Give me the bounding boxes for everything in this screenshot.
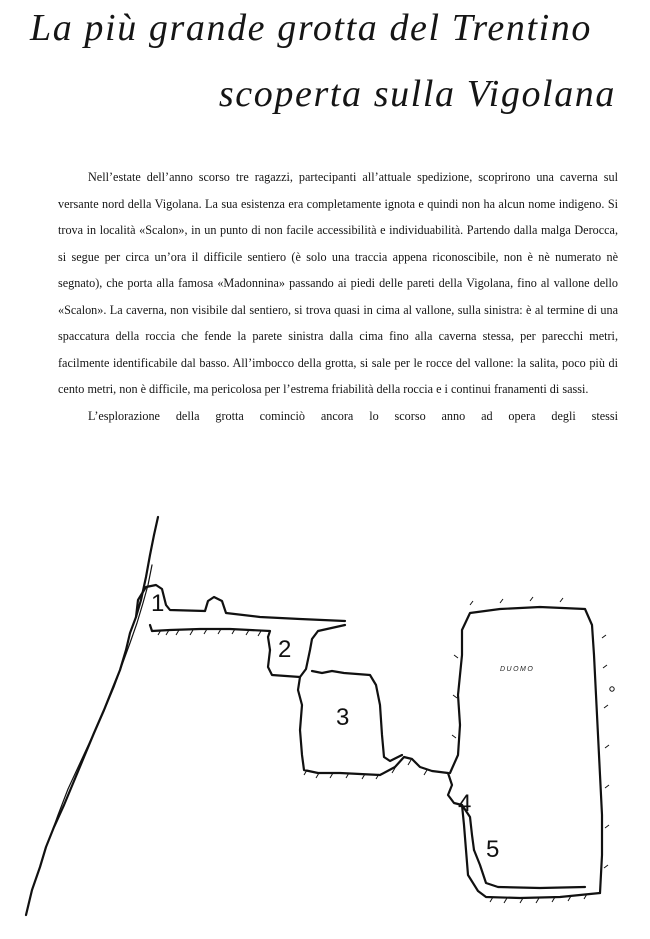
map-label-2: 2 — [278, 636, 292, 663]
map-label-duomo: DUOMO — [500, 666, 535, 673]
cave-map — [0, 505, 650, 925]
title-line-1: La più grande grotta del Trentino — [30, 7, 592, 49]
chamber-3-top — [312, 671, 402, 761]
article-body — [58, 164, 618, 429]
duomo-chamber — [450, 607, 602, 893]
passage-5 — [462, 805, 600, 898]
passage-1-floor — [150, 625, 270, 650]
map-label-4: 4 — [458, 790, 472, 817]
chamber-3 — [298, 677, 448, 775]
passage-1 — [136, 585, 345, 621]
title-line-2: scoperta sulla Vigolana — [218, 73, 616, 115]
survey-mark — [610, 687, 614, 691]
paragraph-1: Nell’estate dell’anno scorso tre ragazzi, partecipanti all’attuale spedizione, scoprirono una caverna sul versante nord della Vigolana. La sua esistenza era completamente ignota e quindi non ha alcun nome indigeno. Si trova in località «Scalon», in un punto di non facile accessibilità e individuabilità. Partendo dalla malga Derocca, si segue per circa un’ora il difficile sentiero (è solo una traccia appena riconoscibile, non è nè numerato nè segnato), che porta alla famosa «Madonnina» passando ai piedi delle pareti della Vigolana, fino al vallone dello «Scalon». La caverna, non visibile dal sentiero, si trova quasi in cima al vallone, sulla sinistra: è al termine di una spaccatura della roccia che fende la parete sinistra dalla cima fino alla caverna stessa, per parecchi metri, facilmente identificabile dal basso. All’imbocco della grotta, si sale per le rocce del vallone: la salita, poco più di cento metri, non è difficile, ma pericolosa per l’estrema friabilità della roccia e i continui franamenti di sassi. — [58, 170, 618, 396]
paragraph-2: L’esplorazione della grotta cominciò ancora lo scorso anno ad opera degli stessi — [88, 408, 618, 423]
map-label-1: 1 — [151, 590, 165, 617]
map-label-5: 5 — [486, 836, 500, 863]
map-label-3: 3 — [336, 704, 350, 731]
cliff-outline — [26, 517, 158, 915]
